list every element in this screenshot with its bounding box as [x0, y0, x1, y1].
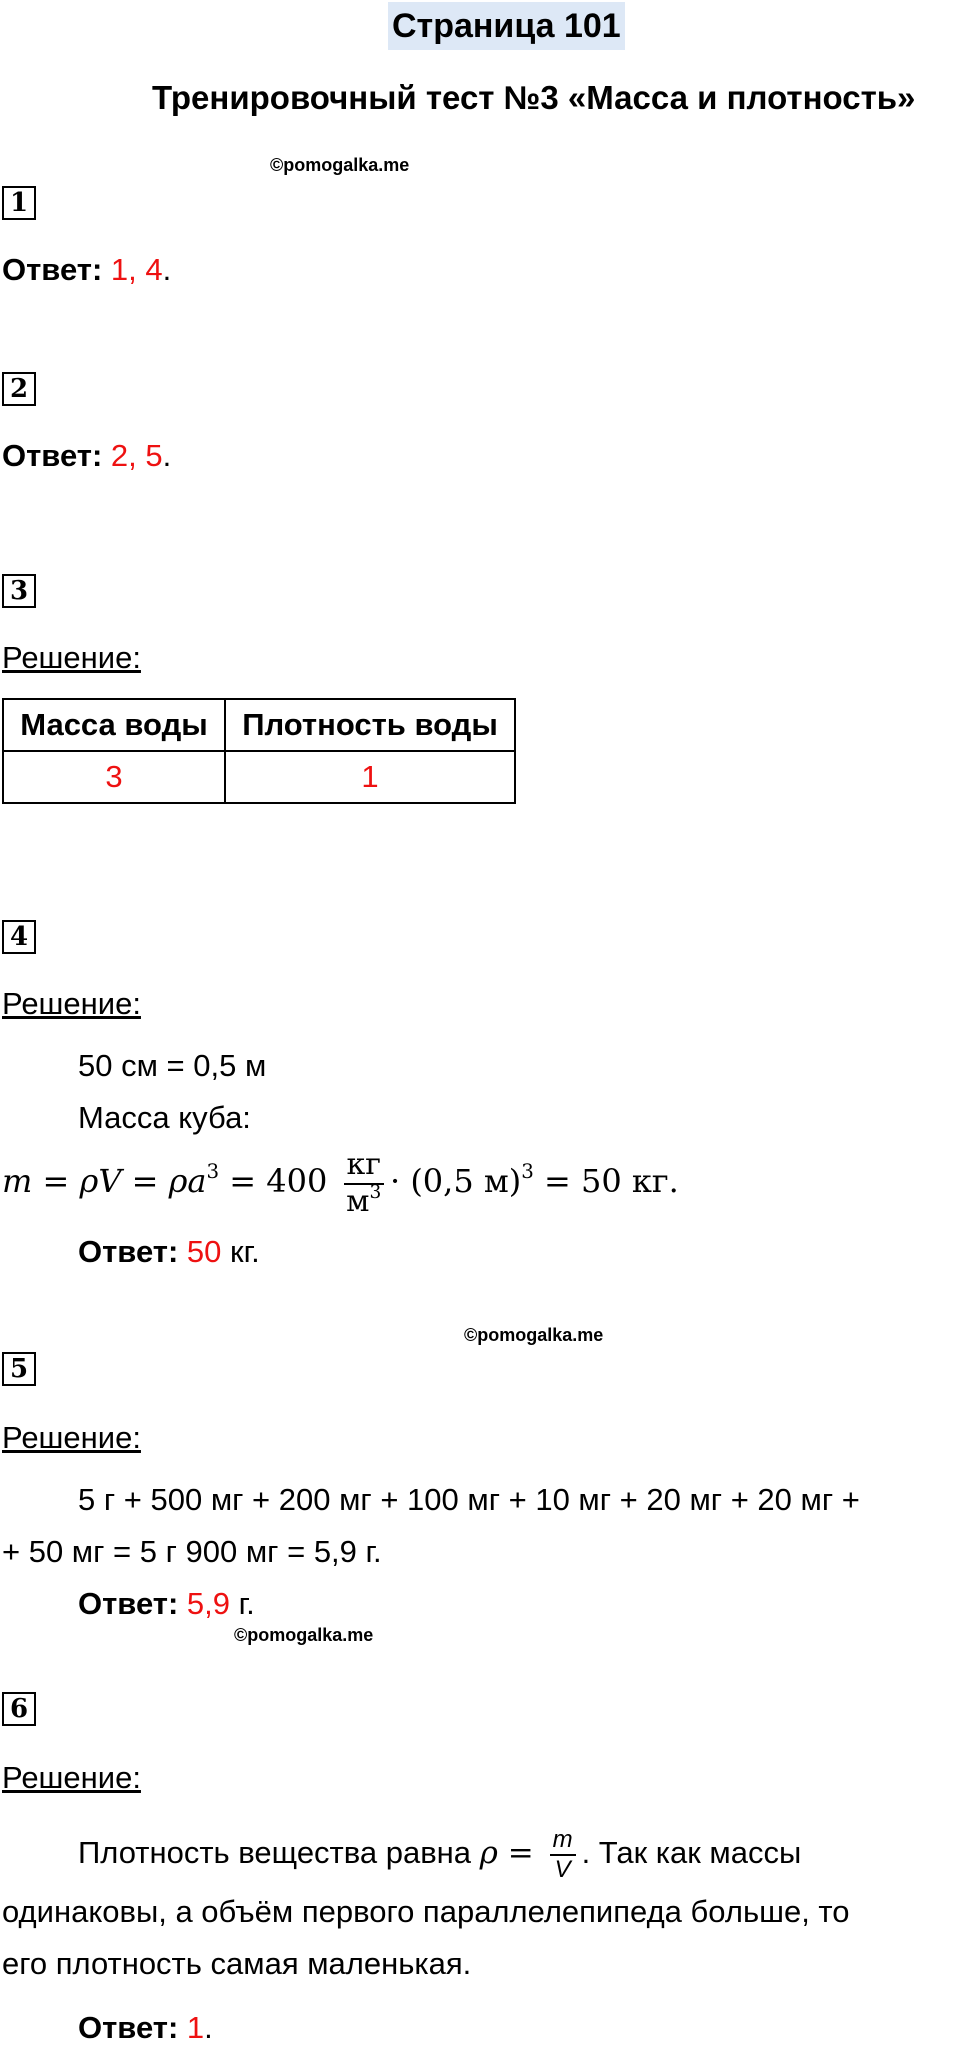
question-number-3: 3 — [2, 574, 36, 608]
sum-line-2: + 50 мг = 5 г 900 мг = 5,9 г. — [2, 1534, 382, 1569]
mass-formula: $m = \rho V = \rho a^3 = 400$ $\frac{кг}{м^3}$ · (0,5 м)$^3$ = 50 кг. — [2, 1147, 679, 1219]
solution-label-6: Решение: — [2, 1760, 141, 1795]
table-header-density: Плотность воды — [225, 699, 515, 751]
solution-label-4: Решение: — [2, 986, 141, 1021]
formula-result: 50 кг. — [581, 1162, 679, 1200]
solution-label-3: Решение: — [2, 640, 141, 675]
question-number-6: 6 — [2, 1692, 36, 1726]
rho-symbol: ρ — [479, 1834, 498, 1871]
watermark: ©pomogalka.me — [464, 1325, 604, 1345]
formula-rho: ρ — [79, 1162, 99, 1200]
page-title: Страница 101 — [388, 2, 625, 50]
answer-value: 2, 5 — [110, 438, 163, 473]
answer-unit: г. — [238, 1586, 255, 1621]
answer-line-6 — [78, 2006, 213, 2050]
formula-paren: (0,5 м) — [410, 1162, 522, 1200]
conversion-line: 50 см = 0,5 м — [78, 1048, 267, 1083]
table-header-row — [3, 699, 515, 751]
answer-value: 5,9 — [186, 1586, 231, 1621]
formula-m: m — [2, 1162, 33, 1200]
answer-label: Ответ: — [78, 1586, 179, 1621]
formula-v: V — [98, 1162, 122, 1200]
answer-value: 1 — [186, 2010, 205, 2045]
answer-label: Ответ: — [2, 252, 103, 287]
unit-fraction: $\frac{кг}{м^3}$ — [344, 1148, 384, 1219]
watermark: ©pomogalka.me — [270, 155, 410, 175]
table-cell-mass: 3 — [3, 751, 225, 803]
answer-end: . — [162, 252, 172, 287]
answer-unit: кг. — [230, 1234, 260, 1269]
solution-label-5: Решение: — [2, 1420, 141, 1455]
answer-line-4 — [78, 1230, 260, 1274]
test-title: Тренировочный тест №3 «Масса и плотность» — [152, 79, 916, 116]
question-number-2: 2 — [2, 372, 36, 406]
question-number-5: 5 — [2, 1352, 36, 1386]
answer-end: . — [162, 438, 172, 473]
cube-mass-label: Масса куба: — [78, 1100, 251, 1135]
question-number-1: 1 — [2, 186, 36, 220]
sum-line-1: 5 г + 500 мг + 200 мг + 100 мг + 10 мг + 20 мг + 20 мг + — [78, 1482, 860, 1517]
answer-line-2 — [2, 434, 171, 478]
answer-label: Ответ: — [2, 438, 103, 473]
table-cell-density: 1 — [225, 751, 515, 803]
formula-value: 400 — [266, 1162, 328, 1200]
density-fraction: $\frac{m}{V}$ — [550, 1826, 576, 1883]
density-text-3: его плотность самая маленькая. — [2, 1946, 472, 1981]
table-row — [3, 751, 515, 803]
answer-end: . — [204, 2010, 213, 2045]
density-text-2: одинаковы, а объём первого параллелепипеда больше, то — [2, 1894, 850, 1929]
answer-value: 50 — [186, 1234, 222, 1269]
question-number-4: 4 — [2, 920, 36, 954]
answer-table — [2, 698, 516, 804]
answer-line-1 — [2, 248, 171, 292]
watermark: ©pomogalka.me — [234, 1625, 374, 1645]
answer-label: Ответ: — [78, 1234, 179, 1269]
answer-value: 1, 4 — [110, 252, 163, 287]
formula-a: a — [187, 1162, 207, 1200]
answer-label: Ответ: — [78, 2010, 179, 2045]
density-text-1: Плотность вещества равна ρ = $\frac{m}{V}$ . Так как массы — [78, 1826, 802, 1883]
answer-line-5 — [78, 1582, 255, 1626]
table-header-mass: Масса воды — [3, 699, 225, 751]
